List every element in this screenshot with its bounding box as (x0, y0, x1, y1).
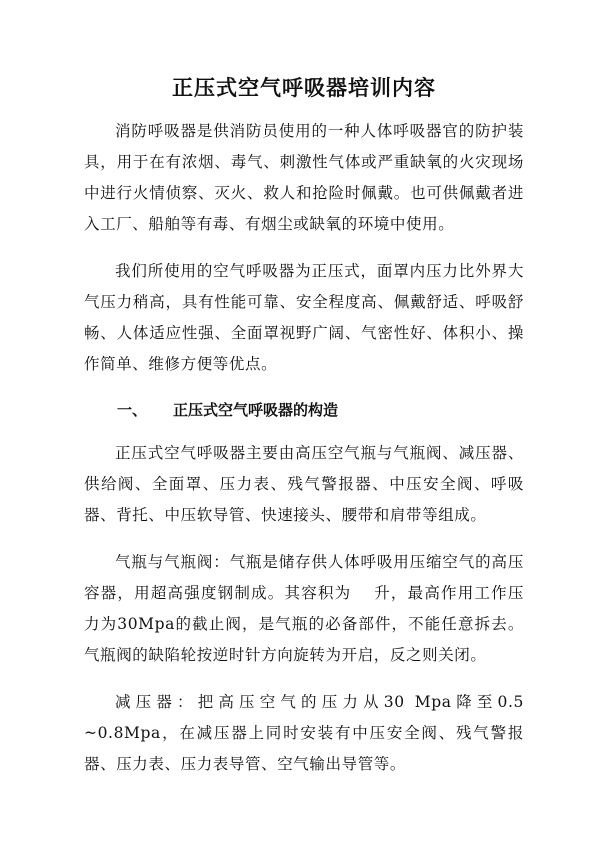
section-1-heading (84, 396, 524, 424)
section-1-paragraph-1: 正压式空气呼吸器主要由高压空气瓶与气瓶阀、减压器、供给阀、全面罩、压力表、残气警报器、中压安全阀、呼吸器、背托、中压软导管、快速接头、腰带和肩带等组成。 (84, 444, 524, 524)
section-1-paragraph-2: 气瓶与气瓶阀：气瓶是储存供人体呼吸用压缩空气的高压容器，用超高强度钢制成。其容积为 升，最高作用工作压力为30Mpa的截止阀，是气瓶的必备部件，不能任意拆去。气瓶阀的缺陷轮按逆时针方向旋转为开启，反之则关闭。 (84, 553, 524, 664)
intro-paragraph-1: 消防呼吸器是供消防员使用的一种人体呼吸器官的防护装具，用于在有浓烟、毒气、刺激性气体或严重缺氧的火灾现场中进行火情侦察、灭火、救人和抢险时佩戴。也可供佩戴者进入工厂、船舶等有毒、有烟尘或缺氧的环境中使用。 (84, 122, 524, 233)
section-1-number: 一、 (117, 401, 148, 419)
section-1-title: 正压式空气呼吸器的构造 (173, 401, 339, 419)
document-page (84, 72, 524, 780)
section-1-paragraph-3: 减压器：把高压空气的压力从30 Mpa降至0.5 ~0.8Mpa，在减压器上同时安装有中压安全阀、残气警报器、压力表、压力表导管、空气输出导管等。 (84, 693, 524, 773)
document-title: 正压式空气呼吸器培训内容 (172, 76, 436, 100)
intro-paragraph-2: 我们所使用的空气呼吸器为正压式，面罩内压力比外界大气压力稍高，具有性能可靠、安全程度高、佩戴舒适、呼吸舒畅、人体适应性强、全面罩视野广阔、气密性好、体积小、操作简单、维修方便等优点。 (84, 262, 524, 373)
